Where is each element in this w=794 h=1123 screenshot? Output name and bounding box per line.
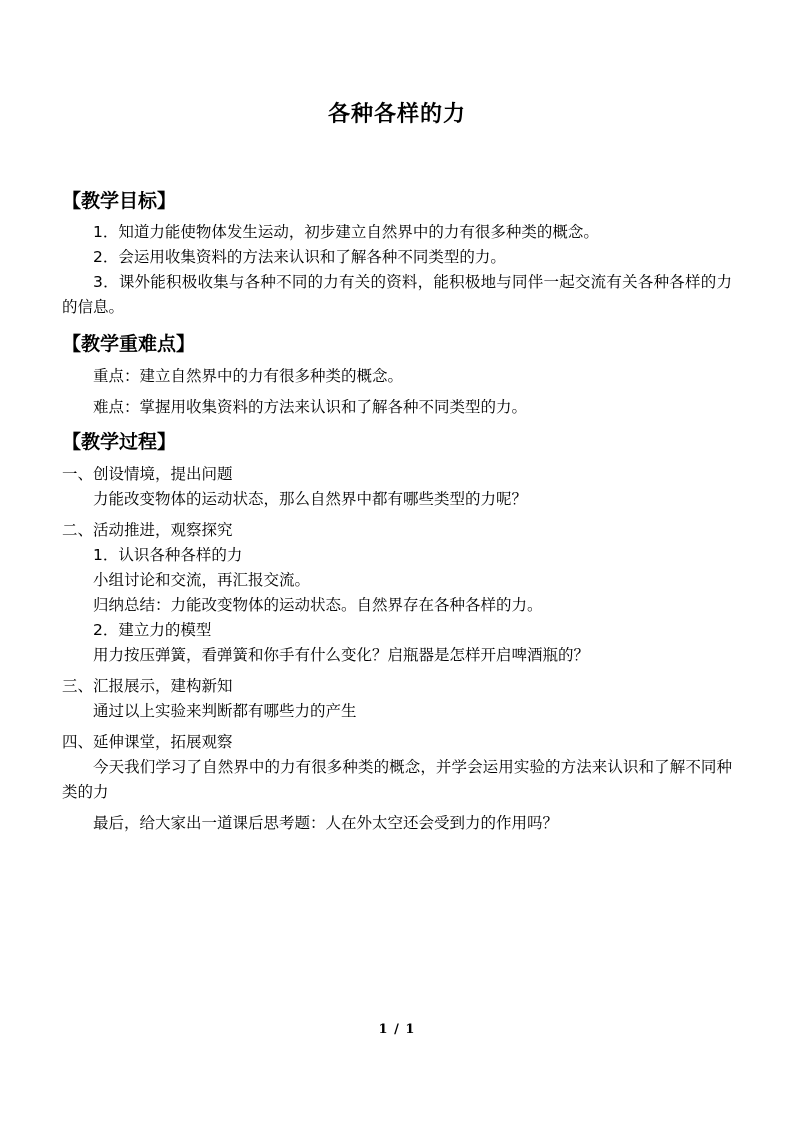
objective-item: 3．课外能积极收集与各种不同的力有关的资料，能积极地与同伴一起交流有关各种各样的力的信息。 bbox=[62, 273, 732, 317]
process-step-line: 通过以上实验来判断都有哪些力的产生 bbox=[93, 701, 357, 720]
key-point-focus: 重点：建立自然界中的力有很多种类的概念。 bbox=[93, 366, 404, 385]
page-footer: 1 / 1 bbox=[378, 1022, 416, 1037]
process-step-line: 2．建立力的模型 bbox=[93, 620, 212, 639]
process-step-line: 1．认识各种各样的力 bbox=[93, 545, 243, 564]
key-point-difficulty: 难点：掌握用收集资料的方法来认识和了解各种不同类型的力。 bbox=[93, 397, 528, 416]
section-heading-key-points: 【教学重难点】 bbox=[62, 333, 196, 356]
process-step-line: 今天我们学习了自然界中的力有很多种类的概念，并学会运用实验的方法来认识和了解不同种类的力 bbox=[62, 757, 732, 801]
process-step-line: 归纳总结：力能改变物体的运动状态。自然界存在各种各样的力。 bbox=[93, 595, 543, 614]
process-step-line: 最后，给大家出一道课后思考题：人在外太空还会受到力的作用吗？ bbox=[93, 813, 559, 832]
objective-item: 1．知道力能使物体发生运动，初步建立自然界中的力有很多种类的概念。 bbox=[93, 223, 599, 242]
process-step-title: 三、汇报展示，建构新知 bbox=[62, 676, 233, 695]
process-step-title: 四、延伸课堂，拓展观察 bbox=[62, 732, 233, 751]
process-step-line: 用力按压弹簧，看弹簧和你手有什么变化？启瓶器是怎样开启啤酒瓶的？ bbox=[93, 645, 590, 664]
section-heading-process: 【教学过程】 bbox=[62, 430, 177, 453]
process-step-line: 力能改变物体的运动状态，那么自然界中都有哪些类型的力呢？ bbox=[93, 489, 528, 508]
process-step-line: 小组讨论和交流，再汇报交流。 bbox=[93, 570, 311, 589]
process-step-title: 一、创设情境，提出问题 bbox=[62, 464, 233, 483]
page-title: 各种各样的力 bbox=[327, 101, 466, 127]
section-heading-objectives: 【教学目标】 bbox=[62, 189, 177, 212]
process-step-title: 二、活动推进，观察探究 bbox=[62, 520, 233, 539]
objective-item: 2．会运用收集资料的方法来认识和了解各种不同类型的力。 bbox=[93, 248, 506, 267]
document-body bbox=[62, 0, 732, 836]
